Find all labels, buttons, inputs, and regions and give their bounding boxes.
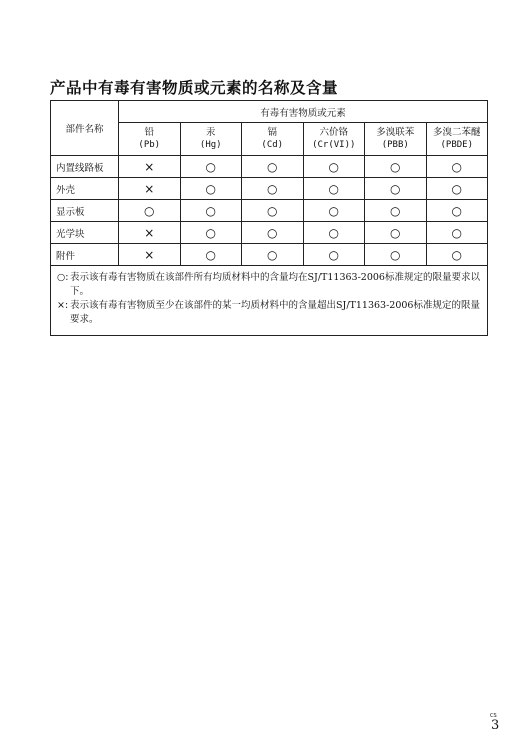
substance-symbol: (PBDE) [440, 140, 473, 150]
compliance-mark-cell: ○ [426, 200, 488, 222]
part-name-cell: 显示板 [51, 200, 119, 222]
substance-header [180, 123, 242, 156]
table-row [51, 222, 488, 244]
substance-symbol: (PBB) [381, 140, 409, 150]
legend-text: 表示该有毒有害物质在该部件所有均质材料中的含量均在SJ/T11363-2006标准规定的限量要求以下。 [70, 272, 480, 297]
compliance-mark-cell: ○ [426, 222, 488, 244]
substance-name: 多溴联苯 [376, 127, 415, 138]
substance-header [426, 123, 488, 156]
page-title: 产品中有毒有害物质或元素的名称及含量 [50, 79, 339, 97]
legend-symbol: ○: [57, 272, 69, 283]
compliance-mark-cell: ○ [242, 200, 304, 222]
legend-note [57, 299, 481, 327]
substance-name: 汞 [205, 127, 216, 138]
compliance-mark-cell: ○ [242, 156, 304, 178]
substance-header [119, 123, 181, 156]
compliance-mark-cell: ○ [365, 222, 427, 244]
table-row [51, 156, 488, 178]
compliance-mark-cell: ○ [365, 178, 427, 200]
substance-symbol: (Cr(VI)) [312, 140, 356, 150]
legend-text: 表示该有毒有害物质至少在该部件的某一均质材料中的含量超出SJ/T11363-2006标准规定的限量要求。 [70, 300, 480, 325]
compliance-mark-cell: ○ [426, 156, 488, 178]
notes-cell [51, 266, 488, 336]
compliance-mark-cell: ○ [180, 178, 242, 200]
page-language-label: CS [490, 713, 497, 719]
compliance-mark-cell: × [119, 244, 181, 266]
part-name-cell: 内置线路板 [51, 156, 119, 178]
substance-symbol: (Cd) [261, 140, 284, 150]
compliance-mark-cell: ○ [365, 156, 427, 178]
compliance-mark-cell: ○ [365, 244, 427, 266]
compliance-mark-cell: ○ [303, 156, 365, 178]
compliance-mark-cell: ○ [303, 222, 365, 244]
compliance-mark-cell: × [119, 156, 181, 178]
compliance-mark-cell: ○ [242, 178, 304, 200]
substance-name: 六价铬 [319, 127, 348, 138]
table-row [51, 178, 488, 200]
table-row [51, 200, 488, 222]
part-name-header: 部件名称 [51, 101, 119, 156]
substance-header [365, 123, 427, 156]
compliance-mark-cell: ○ [180, 222, 242, 244]
substance-name: 镉 [267, 127, 277, 138]
part-name-cell: 外壳 [51, 178, 119, 200]
substance-symbol: (Pb) [138, 140, 161, 150]
substances-header: 有毒有害物质或元素 [119, 101, 488, 123]
compliance-mark-cell: ○ [242, 222, 304, 244]
substance-symbol: (Hg) [199, 140, 222, 150]
compliance-mark-cell: ○ [426, 178, 488, 200]
compliance-mark-cell: ○ [426, 244, 488, 266]
page-number: 3 [491, 718, 500, 733]
compliance-mark-cell: ○ [365, 200, 427, 222]
compliance-mark-cell: × [119, 222, 181, 244]
table-row [51, 244, 488, 266]
compliance-mark-cell: ○ [242, 244, 304, 266]
compliance-mark-cell: × [119, 178, 181, 200]
substance-name: 铅 [144, 127, 154, 138]
hazardous-substances-table [50, 100, 488, 336]
legend-symbol: ×: [57, 300, 69, 311]
compliance-mark-cell: ○ [180, 200, 242, 222]
compliance-mark-cell: ○ [119, 200, 181, 222]
substance-name: 多溴二苯醚 [432, 127, 481, 138]
legend-note [57, 271, 481, 299]
compliance-mark-cell: ○ [180, 156, 242, 178]
compliance-mark-cell: ○ [303, 178, 365, 200]
part-name-cell: 附件 [51, 244, 119, 266]
compliance-mark-cell: ○ [303, 244, 365, 266]
substance-header [242, 123, 304, 156]
compliance-mark-cell: ○ [180, 244, 242, 266]
part-name-cell: 光学块 [51, 222, 119, 244]
substance-header [303, 123, 365, 156]
compliance-mark-cell: ○ [303, 200, 365, 222]
